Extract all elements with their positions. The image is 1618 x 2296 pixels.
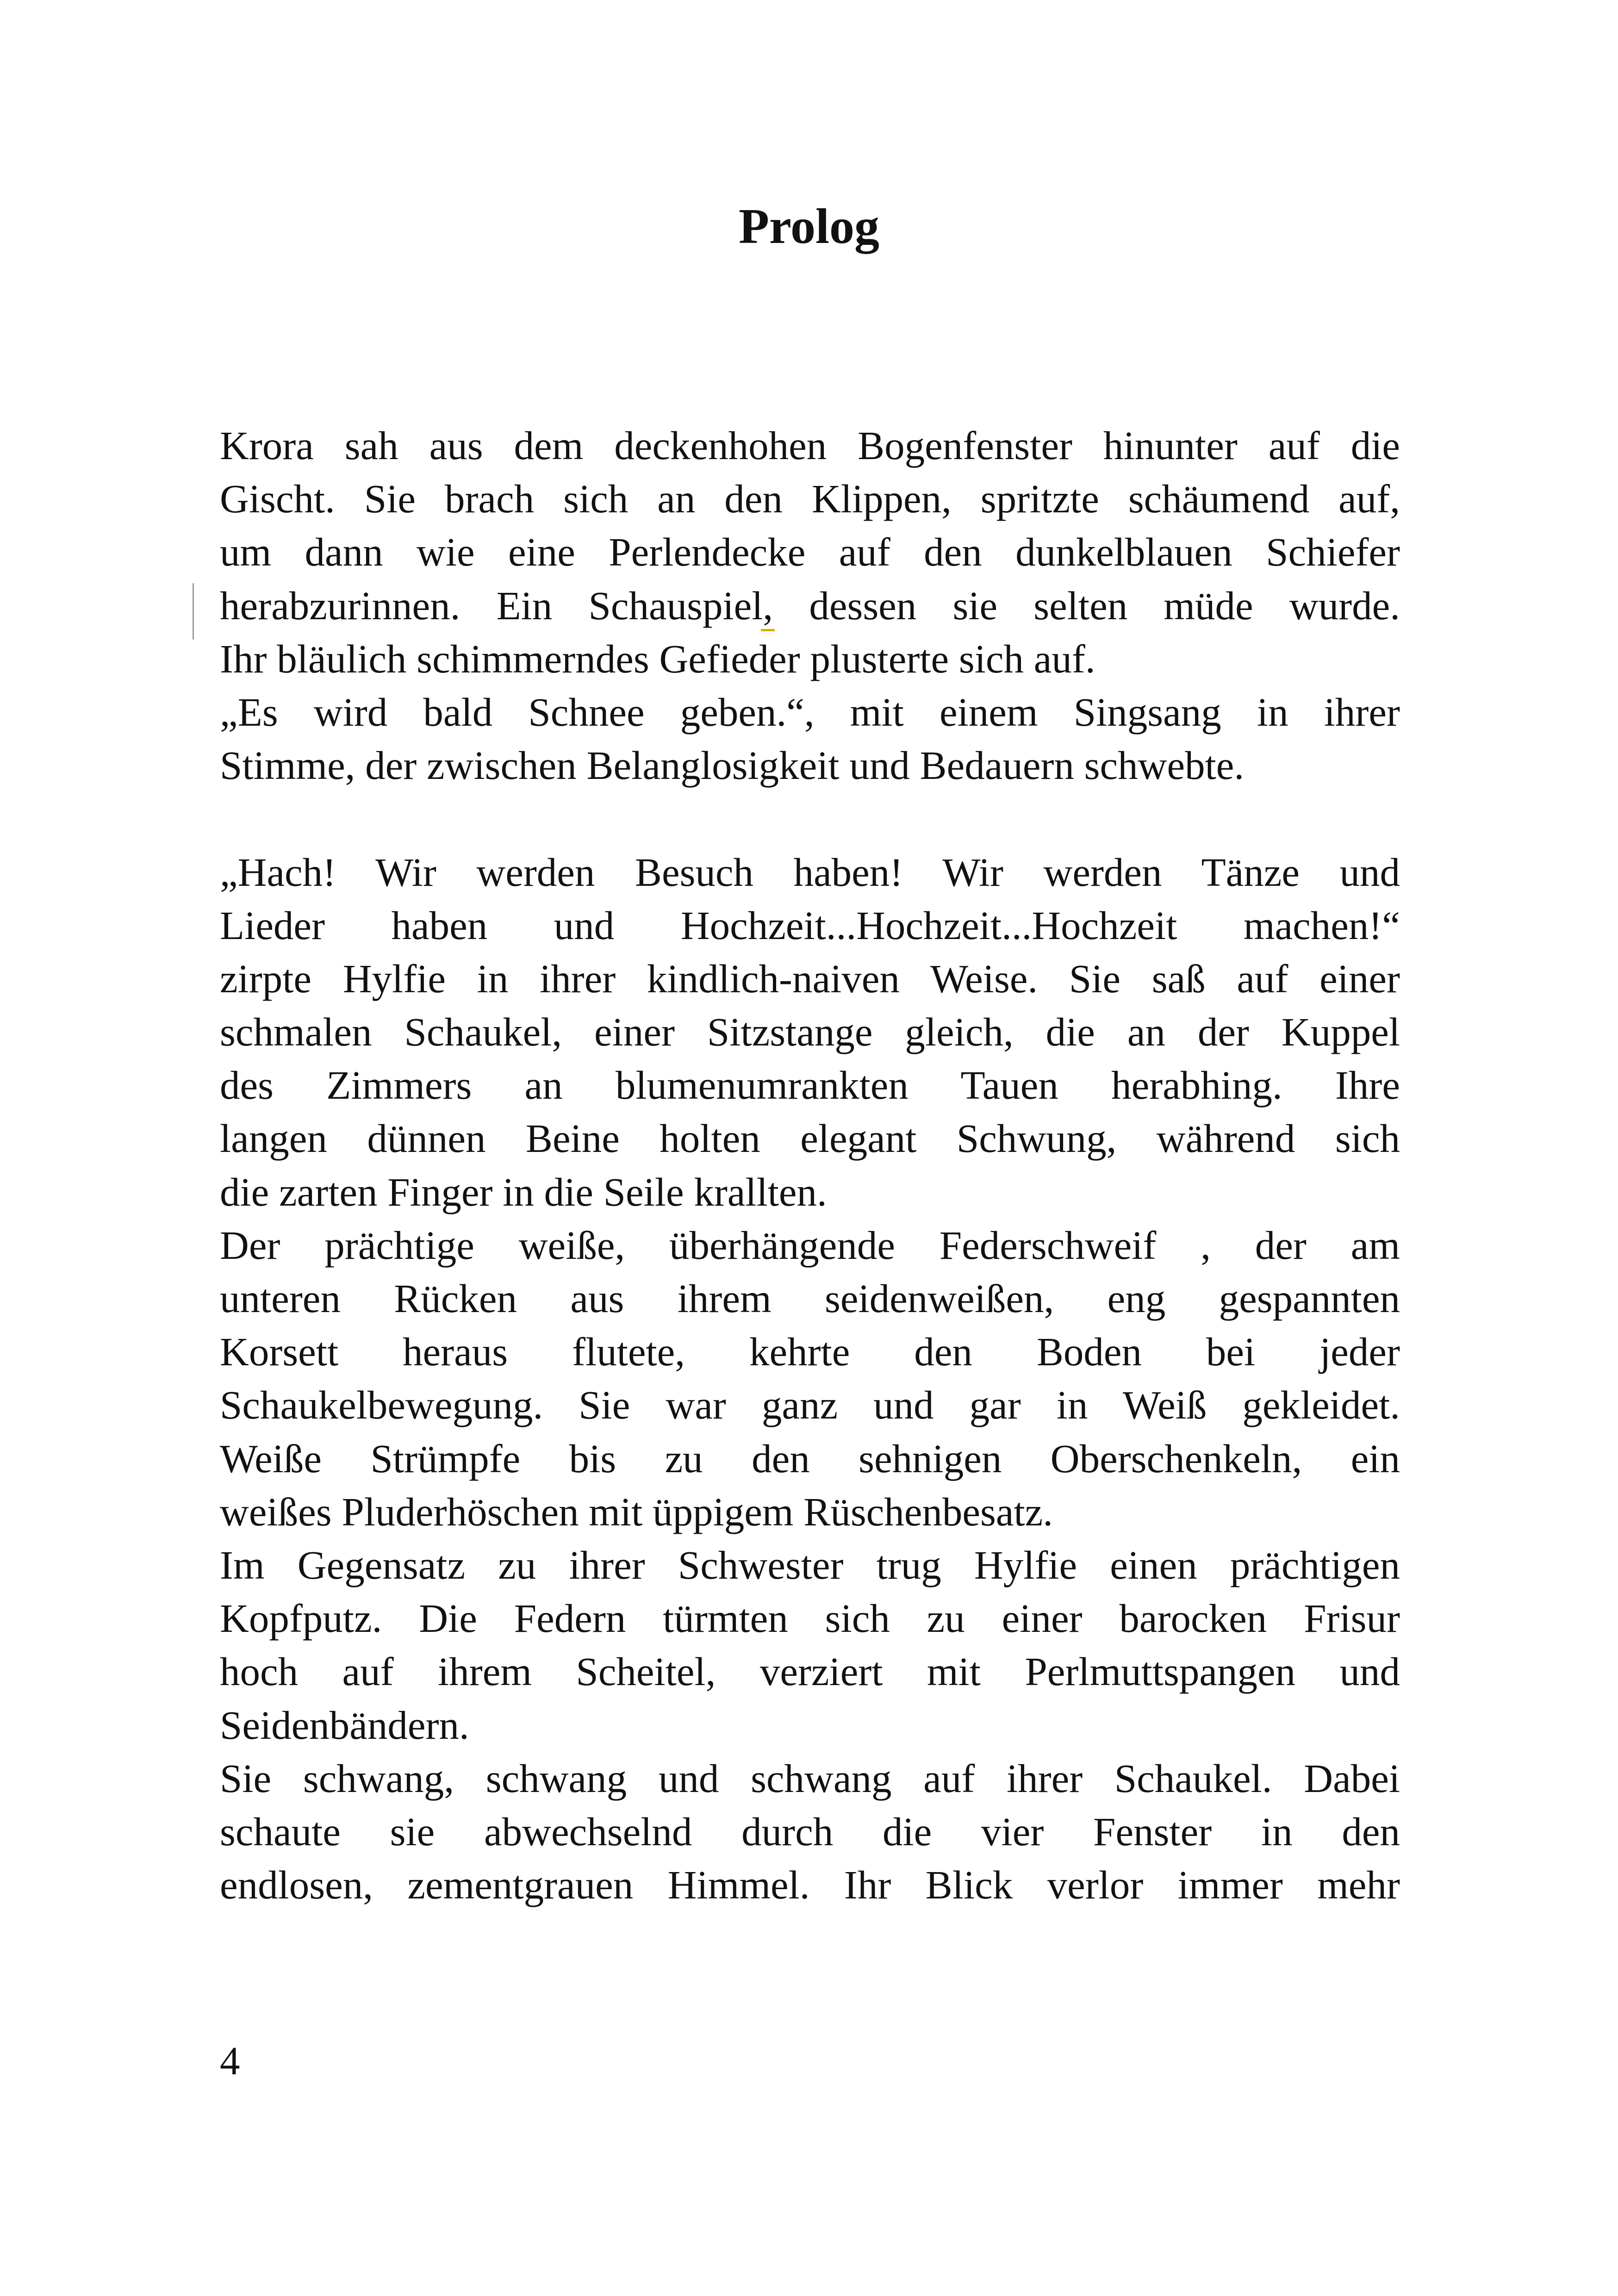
text-line: Korsett heraus flutete, kehrte den Boden bei jeder	[220, 1329, 1400, 1375]
text-line: schaute sie abwechselnd durch die vier Fenster in den	[220, 1809, 1400, 1854]
page-title: Prolog	[739, 199, 879, 254]
text-line: Gischt. Sie brach sich an den Klippen, spritzte schäumend auf,	[220, 476, 1400, 522]
text-line	[220, 579, 1400, 632]
text-line: Schaukelbewegung. Sie war ganz und gar in Weiß gekleidet.	[220, 1382, 1400, 1428]
text-line: Ihr bläulich schimmerndes Gefieder plusterte sich auf.	[220, 636, 1095, 681]
grammar-mark-comma[interactable]: ,	[763, 579, 773, 632]
page-number: 4	[220, 2038, 240, 2083]
text-line: hoch auf ihrem Scheitel, verziert mit Perlmuttspangen und	[220, 1649, 1400, 1694]
text-line: „Hach! Wir werden Besuch haben! Wir werden Tänze und	[220, 849, 1400, 895]
text-line: um dann wie eine Perlendecke auf den dunkelblauen Schiefer	[220, 529, 1400, 575]
text-line: Sie schwang, schwang und schwang auf ihrer Schaukel. Dabei	[220, 1755, 1400, 1801]
text-line: „Es wird bald Schnee geben.“, mit einem Singsang in ihrer	[220, 689, 1400, 734]
paragraph-gap	[220, 792, 1400, 845]
text-line: die zarten Finger in die Seile krallten.	[220, 1169, 827, 1214]
body-text	[220, 419, 1400, 1911]
text-line: weißes Pluderhöschen mit üppigem Rüschenbesatz.	[220, 1489, 1053, 1534]
text-line: zirpte Hylfie in ihrer kindlich-naiven Weise. Sie saß auf einer	[220, 956, 1400, 1001]
text-segment: herabzurinnen. Ein Schauspiel	[220, 583, 763, 628]
revision-change-bar	[193, 583, 194, 640]
text-line: schmalen Schaukel, einer Sitzstange gleich, die an der Kuppel	[220, 1009, 1400, 1055]
text-line: endlosen, zementgrauen Himmel. Ihr Blick verlor immer mehr	[220, 1862, 1400, 1908]
text-line: Weiße Strümpfe bis zu den sehnigen Oberschenkeln, ein	[220, 1436, 1400, 1481]
text-line: Im Gegensatz zu ihrer Schwester trug Hylfie einen prächtigen	[220, 1542, 1400, 1587]
text-line: Der prächtige weiße, überhängende Federschweif , der am	[220, 1222, 1400, 1268]
text-line: Stimme, der zwischen Belanglosigkeit und Bedauern schwebte.	[220, 743, 1245, 788]
text-line: Lieder haben und Hochzeit...Hochzeit...Hochzeit machen!“	[220, 902, 1400, 948]
text-line: Kopfputz. Die Federn türmten sich zu einer barocken Frisur	[220, 1596, 1400, 1641]
text-line: langen dünnen Beine holten elegant Schwung, während sich	[220, 1116, 1400, 1161]
text-line: des Zimmers an blumenumrankten Tauen herabhing. Ihre	[220, 1063, 1400, 1108]
text-line: Krora sah aus dem deckenhohen Bogenfenster hinunter auf die	[220, 423, 1400, 468]
text-segment: dessen sie selten müde wurde.	[773, 583, 1400, 628]
text-line: unteren Rücken aus ihrem seidenweißen, eng gespannten	[220, 1276, 1400, 1321]
text-line: Seidenbändern.	[220, 1702, 469, 1748]
